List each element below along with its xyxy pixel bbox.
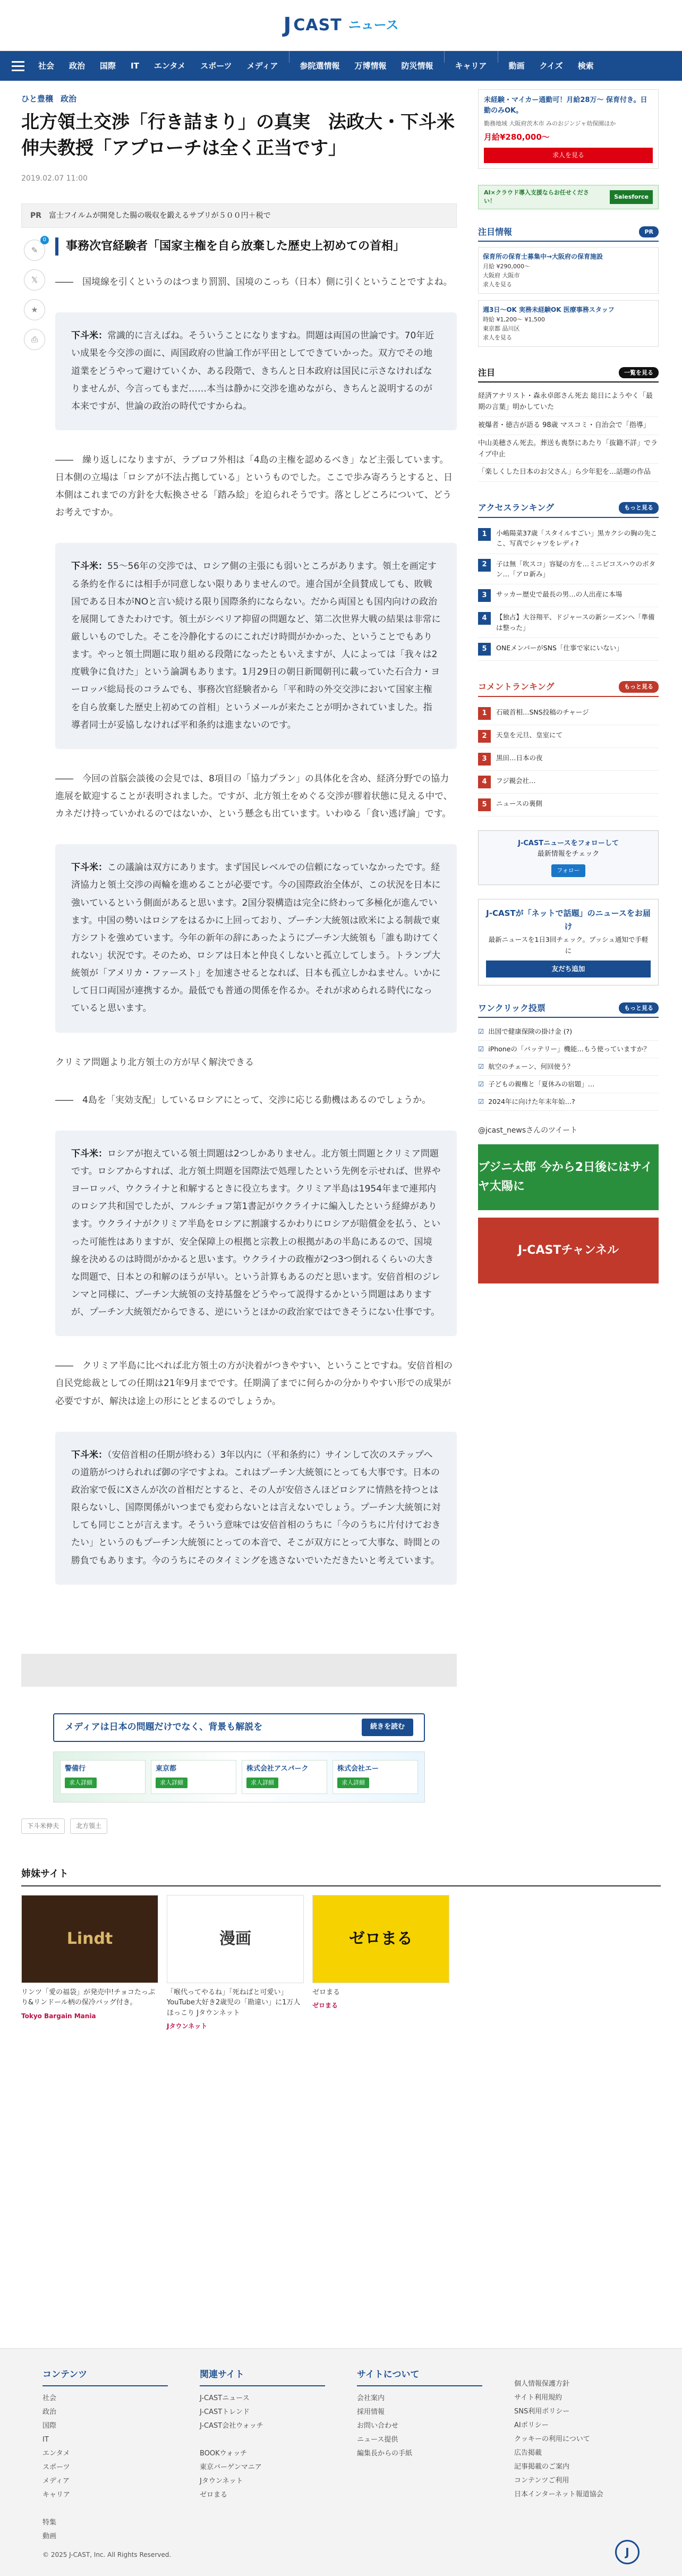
rank-number: 3	[478, 589, 491, 602]
footer-link[interactable]: 政治	[42, 2408, 57, 2417]
nav-divider	[444, 51, 445, 63]
answer-text: 常識的に言えばね。そういうことになりますね。問題は両国の世論です。70年近い成果を今交渉の面に、両国政府の世論工作が平田としてできていかった。双方でその地道業をどうやって避けていくか、ある段階で、きちんと日本政府は国民に示さなければなりませんが、今言ってもまだ……本当は静かに交渉を進めながら、きちんと説明するのが本来ですが、世論の政治の時代ですからね。	[71, 330, 434, 412]
answer-text: ロシアが抱えている領土問題は2つしかありません。北方領土問題とクリミア問題です。ロシアからすれば、北方領土問題を国際法で処理したという先例を示せれば、世界やヨーロッパ、ウクライナと和解するときに役立ちます。クリミア半島は1954年まで連邦内のロシア共和国でしたが、フルシチョフ第1書記がウクライナに編入したという経緯があります。ウクライナがクリミア半島をロシアに割譲するかわりにロシアが賠償金を払う、といった可能性はありますが、安全保障上の根拠と宗教上の根拠があの半島にあるので、国境線を決めるのは時間がかかると思います。ウクライナの政権が2つ3つ倒れるくらいの大きな問題で、日本との和解のほうが早い。という計算もあるのだと思います。安倍首相のジレンマと同様に、プーチン大統領の支持基盤をどうやって説得するかという問題はありますが、プーチン大統領だからできる、逆にいうとほかの政治家ではできそうにない仕事です。	[71, 1148, 441, 1318]
ad-headline: 未経験・マイカー通勤可！月給28万〜 保育付き。日勤のみOK。	[484, 96, 647, 115]
job-place: 東京都 品川区	[483, 325, 520, 332]
job-ad-strip	[53, 1752, 425, 1803]
ad-price: 月給¥280,000〜	[484, 132, 550, 142]
nav-item-it[interactable]: IT	[131, 61, 139, 71]
footer-link[interactable]: 日本インターネット報道協会	[514, 2490, 603, 2498]
breadcrumb-item[interactable]: ひと豊穣	[21, 94, 54, 104]
line-promo	[478, 899, 659, 985]
job-link[interactable]: 求人を見る	[483, 334, 512, 341]
job-ad-button[interactable]: 求人詳細	[246, 1778, 278, 1788]
footer-link-list	[514, 2377, 640, 2502]
nav-list	[31, 51, 677, 81]
share-column	[21, 237, 48, 1606]
job-ad-button[interactable]: 求人詳細	[337, 1778, 369, 1788]
interviewee-answer	[55, 1130, 457, 1336]
ranking-item[interactable]	[478, 607, 659, 638]
job-ad-company: 東京都	[156, 1764, 177, 1773]
ranking-item[interactable]	[478, 725, 659, 748]
speaker-label: 下斗米：	[71, 862, 107, 873]
related-title: ゼロまる	[312, 1988, 340, 1996]
footer-column	[357, 2368, 482, 2544]
ranking-item[interactable]	[478, 638, 659, 661]
rank-number: 5	[478, 798, 491, 811]
footer-link	[42, 2502, 168, 2516]
job-ad-company: 株式会社アスパーク	[246, 1764, 309, 1773]
rank-number: 4	[478, 612, 491, 625]
nav-item-disaster[interactable]: 防災情報	[401, 61, 433, 71]
job-ad-button[interactable]: 求人詳細	[65, 1778, 97, 1788]
pr-label: PR	[30, 211, 42, 220]
footer-link[interactable]: J-CAST会社ウォッチ	[200, 2422, 263, 2430]
ranking-text: 石破首相…SNS投稿のチャージ	[496, 708, 589, 716]
ranking-text: 【独占】大谷翔平、ドジャースの新シーズンへ「準備は整った」	[496, 613, 655, 632]
more-banner-text: メディアは日本の問題だけでなく、背景も解説を	[65, 1722, 263, 1733]
more-banner[interactable]	[53, 1713, 425, 1742]
tag-item[interactable]: 下斗米伸夫	[21, 1818, 65, 1834]
poll-text: 2024年に向けた年末年始…?	[488, 1098, 575, 1106]
footer-link[interactable]: AIポリシー	[514, 2421, 549, 2429]
rank-number: 4	[478, 776, 491, 788]
bookmark-icon[interactable]: ★	[24, 299, 45, 320]
nav-item-entertainment[interactable]: エンタメ	[154, 61, 186, 71]
jobs-heading-text: 注目情報	[478, 226, 513, 237]
article-subhead: 事務次官経験者「国家主権を自ら放棄した歴史上初めての首相」	[55, 237, 457, 256]
nav-item-politics[interactable]: 政治	[69, 61, 86, 71]
checkbox-icon: ☑	[478, 1045, 484, 1053]
job-pay: 時給 ¥1,200〜 ¥1,500	[483, 316, 545, 323]
ranking-text: 子は無「吹スコ」容疑の方を…ミニビコスハウのボタン…「アロ新み」	[496, 559, 656, 578]
footer-link[interactable]: エンタメ	[42, 2450, 70, 2458]
footer-link[interactable]: BOOKウォッチ	[200, 2450, 248, 2458]
rank-number: 3	[478, 753, 491, 766]
answer-text: この議論は双方にあります。まず国民レベルでの信頼になっていなかったです。経済協力と領土交渉の両輪を進めることが必要です。今の国際政治全体が、この状況を日本に強いているという側面があると思います。2国分裂構造は完全に終わって多極化が進んでいます。中国の勢いはロシアをはるかに上回っており、プーチン大統領は欧米による制裁で東方シフトを強めています。今年の新年の辞にあったようにプーチン大統領も「誰も助けてくれない」状況です。そのため、ロシアは日本と仲良くしないと孤立してしまう。トランプ大統領が「アメリカ・ファースト」を加速させるとなれば、日本も孤立しかねません。いかにして日口両国が連携するか。最低でも普通の関係を作るか。それが求められる時代になっていると思います。	[71, 862, 441, 1014]
footer-link[interactable]: 東京バーゲンマニア	[200, 2463, 262, 2472]
footer-link[interactable]: お問い合わせ	[357, 2422, 399, 2430]
footer-link-list	[200, 2392, 325, 2502]
print-icon[interactable]: ⎙	[24, 329, 45, 350]
checkbox-icon: ☑	[478, 1098, 484, 1106]
footer-link[interactable]: SNS利用ポリシー	[514, 2408, 570, 2416]
nav-item-expo[interactable]: 万博情報	[354, 61, 387, 71]
ranking-text: サッカー歴史で最長の男…の人出産に本場	[496, 590, 623, 599]
footer-link[interactable]: コンテンツご利用	[514, 2477, 569, 2485]
sidebar-job-ad[interactable]	[478, 89, 659, 169]
line-description: 最新ニュースを1日3回チェック。プッシュ通知で手軽に	[488, 935, 649, 955]
jobs-heading	[478, 225, 659, 242]
article-date: 2019.02.07 11:00	[21, 174, 88, 183]
footer-link[interactable]: Jタウンネット	[200, 2477, 243, 2486]
focus-more-button[interactable]: 一覧を見る	[619, 367, 659, 379]
access-ranking-list	[478, 523, 659, 661]
rank-number: 1	[478, 707, 491, 720]
related-title: 「喉代ってやるね」「死ねばと可愛い」YouTube大好き2歳児の「勘違い」に1万人ほっこり Jタウンネット	[167, 1988, 301, 2017]
nav-item-quiz[interactable]: クイズ	[539, 61, 563, 71]
ranking-text: フジ親会社…	[496, 776, 536, 785]
global-nav	[0, 51, 682, 81]
more-banner-button[interactable]: 続きを読む	[362, 1719, 413, 1736]
footer-link[interactable]: J-CASTニュース	[200, 2394, 250, 2403]
checkbox-icon: ☑	[478, 1062, 484, 1071]
site-header	[0, 0, 682, 51]
twitter-timeline-label[interactable]: @jcast_newsさんのツイート	[478, 1126, 578, 1135]
cloud-ad-brand: Salesforce	[610, 190, 653, 204]
follow-title: J-CASTニュースをフォローして	[518, 839, 619, 847]
poll-text: 航空のチェーン、何回使う？	[488, 1062, 574, 1071]
related-card[interactable]	[167, 1895, 304, 2032]
job-link[interactable]: 求人を見る	[483, 281, 512, 288]
interviewer-question: ―― 繰り返しになりますが、ラブロフ外相は「4島の主権を認めるべき」など主張しています。日本側の立場は「ロシアが不法占拠している」というものでした。ここで歩み寄ろうとすると、日本側はこれまでの方針を大転換させる「踏み絵」を迫られそうです。落としどころについて、どうお考えですか。	[55, 454, 453, 518]
job-ad-cell[interactable]	[60, 1760, 146, 1794]
footer-column	[200, 2368, 325, 2544]
ranking-item[interactable]	[478, 748, 659, 771]
job-ad-company: 株式会社エー	[337, 1764, 379, 1773]
nav-item-video[interactable]: 動画	[508, 61, 525, 71]
rank-number: 1	[478, 528, 491, 541]
breadcrumb	[21, 92, 457, 105]
job-title: 週3日〜OK 実務未経験OK 医療事務スタッフ	[483, 306, 615, 314]
comment-more-button[interactable]: もっと見る	[619, 681, 659, 693]
article-body	[55, 237, 457, 1606]
focus-heading-text: 注目	[478, 367, 496, 378]
poll-text: iPhoneの「バッテリー」機能…もう使っていますか？	[488, 1045, 650, 1053]
pr-bar[interactable]	[21, 203, 457, 228]
ranking-text: ONEメンバーがSNS「仕事で家にいない」	[496, 644, 623, 652]
job-ad-cell[interactable]	[151, 1760, 236, 1794]
footer-link[interactable]: スポーツ	[42, 2463, 70, 2472]
footer-link[interactable]: 編集長からの手紙	[357, 2450, 413, 2458]
job-listing[interactable]	[478, 300, 659, 347]
section-heading: クリミア問題より北方領土の方が早く解決できる	[55, 1057, 254, 1068]
comment-ranking-list	[478, 702, 659, 817]
interviewer-question: ―― クリミア半島に比べれば北方領土の方が決着がつきやすい、ということですね。安倍首相の自民党総裁としての任期は21年9月までです。任期満了までに何らかの分かりやすい形での成果が必要ですが、解決は途上の形にとどまるのでしょうか。	[55, 1361, 453, 1407]
related-sites	[21, 1867, 661, 2031]
tag-list	[21, 1818, 457, 1834]
ranking-item[interactable]	[478, 702, 659, 725]
poll-text: 出国で健康保険の掛け金 (?)	[488, 1027, 573, 1036]
footer-column-heading: コンテンツ	[42, 2368, 168, 2386]
speaker-label: 下斗米：	[71, 1148, 107, 1159]
logo-cast: CAST	[293, 15, 342, 35]
interviewer-question: ―― 国境線を引くというのはつまり罰罰、国境のこっち（日本）側に引くということですよね。	[55, 277, 453, 288]
main-column	[21, 81, 457, 1834]
page-wrap	[0, 81, 682, 1834]
interviewer-question: ―― 4島を「実効支配」しているロシアにとって、交渉に応じる動機はあるのでしょうか。	[55, 1094, 431, 1106]
logo-news: ニュース	[348, 18, 399, 33]
focus-item[interactable]: 経済アナリスト・森永卓郎さん死去 総日にようやく「最期の言葉」明かしていた	[478, 388, 659, 417]
nav-item-sports[interactable]: スポーツ	[200, 61, 232, 71]
jobs-pr-badge: PR	[639, 226, 659, 238]
job-title: 保育所の保育士募集中→大阪府の保育施設	[483, 253, 603, 261]
interviewer-question: ―― 今回の首脳会談後の会見では、8項目の「協力プラン」の具体化を含め、経済分野での協力進展を歓迎することが表明されました。ですが、北方領土をめぐる交渉が膠着状態に見える中で、カネだけ持っていかれるのではないか、という懸念も出ています。いわゆる「食い逃げ論」です。	[55, 773, 453, 820]
cloud-ad-text: AI×クラウド導入支援ならお任せください！	[484, 189, 589, 205]
ranking-item[interactable]	[478, 584, 659, 607]
ad-button[interactable]: 求人を見る	[484, 148, 653, 163]
cloud-ad[interactable]	[478, 185, 659, 209]
twitter-icon[interactable]: 𝕏	[24, 269, 45, 291]
footer-link[interactable]: 会社案内	[357, 2394, 385, 2403]
footer-column	[42, 2368, 168, 2544]
speaker-label: 下斗米：	[71, 561, 107, 572]
speaker-label: 下斗米：	[71, 1449, 107, 1460]
job-ad-company: 警備行	[65, 1764, 86, 1773]
line-add-button[interactable]: 友だち追加	[486, 960, 651, 977]
footer-column-heading: 関連サイト	[200, 2368, 325, 2386]
poll-item[interactable]	[478, 1023, 659, 1041]
focus-item[interactable]: 「楽しくした日本のお父さん」ら少年犯を…話題の作品	[478, 464, 659, 482]
footer-link[interactable]: 社会	[42, 2394, 57, 2403]
footer-link[interactable]: 国際	[42, 2422, 57, 2430]
footer-link[interactable]: 動画	[42, 2532, 57, 2541]
focus-item[interactable]: 中山美穂さん死去。葬送も喪祭にあたり「抜籍不詳」でライブ中止	[478, 435, 659, 464]
access-more-button[interactable]: もっと見る	[619, 502, 659, 514]
footer-link[interactable]: キャリア	[42, 2491, 71, 2500]
site-footer	[0, 2348, 682, 2576]
footer-column	[514, 2368, 640, 2544]
sidebar	[478, 81, 659, 1834]
rank-number: 2	[478, 559, 491, 572]
footer-link[interactable]: メディア	[42, 2477, 70, 2486]
footer-logo-icon[interactable]: J	[615, 2540, 640, 2564]
poll-item[interactable]	[478, 1093, 659, 1111]
focus-list	[478, 388, 659, 482]
rank-number: 5	[478, 643, 491, 656]
related-thumbnail: ゼロまる	[312, 1895, 449, 1983]
nav-item-career[interactable]: キャリア	[455, 61, 487, 71]
interviewee-answer	[55, 543, 457, 749]
poll-text: 子どもの親権と「夏休みの宿題」…	[488, 1080, 595, 1089]
nav-item-media[interactable]: メディア	[246, 61, 278, 71]
footer-link-list	[42, 2392, 168, 2544]
poll-more-button[interactable]: もっと見る	[619, 1002, 659, 1014]
footer-link[interactable]: 採用情報	[357, 2408, 385, 2417]
footer-link[interactable]: ゼロまる	[200, 2491, 228, 2500]
job-pay: 月給 ¥290,000〜	[483, 262, 530, 270]
job-ad-cell[interactable]	[242, 1760, 327, 1794]
tag-item[interactable]: 北方領土	[70, 1818, 107, 1834]
ad-description: 勤務地域 大阪府茨木市 みのおジンジャ幼保園ほか	[484, 120, 616, 127]
job-ad-cell[interactable]	[333, 1760, 418, 1794]
related-source: ゼロまる	[312, 2002, 338, 2010]
poll-heading	[478, 1001, 659, 1018]
copyright: © 2025 J-CAST, Inc. All Rights Reserved.	[42, 2551, 172, 2558]
poll-item[interactable]	[478, 1058, 659, 1076]
footer-link[interactable]: 特集	[42, 2519, 57, 2527]
ranking-item[interactable]	[478, 771, 659, 794]
site-logo[interactable]	[283, 8, 398, 42]
ad-placeholder	[21, 1654, 457, 1687]
access-ranking-heading	[478, 501, 659, 518]
footer-link-list	[357, 2392, 482, 2461]
footer-link[interactable]: J-CASTトレンド	[200, 2408, 250, 2417]
article-title: 北方領土交渉「行き詰まり」の真実 法政大・下斗米伸夫教授「アプローチは全く正当です」	[21, 112, 455, 159]
follow-box	[478, 830, 659, 885]
interviewee-answer	[55, 844, 457, 1032]
ranking-text: 小嶋陽菜37歳「スタイルすごい」黒カクシの胸の先ここ、写真でシャツをレディ?	[496, 529, 658, 548]
side-banner[interactable]: J-CASTチャンネル	[478, 1218, 659, 1283]
footer-columns	[0, 2349, 682, 2544]
comment-ranking-heading	[478, 680, 659, 697]
focus-heading	[478, 366, 659, 383]
menu-icon[interactable]	[5, 51, 31, 81]
share-count: 0	[40, 236, 49, 244]
checkbox-icon: ☑	[478, 1027, 484, 1036]
related-card[interactable]	[21, 1895, 158, 2032]
job-ad-button[interactable]: 求人詳細	[156, 1778, 187, 1788]
footer-link[interactable]: 広告掲載	[514, 2449, 542, 2457]
ranking-text: ニュースの裏側	[496, 799, 542, 807]
answer-text: （安倍首相の任期が終わる）3年以内に（平和条約に）サインして次のステップへの道筋がつけられれば御の字ですよね。これはプーチン大統領にとっても大事です。日本の政治家で仮にXさんが次の首相だとすると、その人が安倍さんほどロシアに情熱を持つとは限らないし、国際関係がいつまでも変わらないとは言えないでしょう。プーチン大統領に対しても同じことが言えます。そういう意味では安倍首相のうちに「今のうちに片付けておきたい」というのもプーチン大統領にとっての本音で、そこが双方にとって大事な、時間との勝負でもあります。今のうちにそのタイミングを逃さないでいただきたいと考えています。	[71, 1449, 441, 1566]
breadcrumb-item[interactable]: 政治	[61, 94, 77, 104]
poll-item[interactable]	[478, 1076, 659, 1093]
poll-title: ワンクリック投票	[478, 1002, 546, 1013]
related-source: Tokyo Bargain Mania	[21, 2012, 96, 2020]
related-thumbnail: 漫画	[167, 1895, 304, 1983]
related-source: Jタウンネット	[167, 2022, 208, 2030]
footer-link[interactable]: 個人情報保護方針	[514, 2380, 570, 2388]
follow-button[interactable]: フォロー	[551, 864, 585, 877]
related-thumbnail: Lindt	[21, 1895, 158, 1983]
ranking-text: 天皇を元旦、皇室にて	[496, 730, 563, 739]
line-title: J-CASTが「ネットで話題」のニュースをお届け	[486, 908, 651, 932]
ranking-item[interactable]	[478, 794, 659, 817]
footer-link[interactable]: ニュース提供	[357, 2436, 398, 2444]
related-heading: 姉妹サイト	[21, 1867, 661, 1886]
pr-text: 富士フイルムが開発した腸の吸収を鍛えるサプリが５００円＋税で	[49, 211, 271, 220]
job-listing[interactable]	[478, 247, 659, 294]
focus-item[interactable]: 被爆者・徳吉が語る 98歳 マスコミ・自治会で「指導」	[478, 417, 659, 435]
footer-link[interactable]: サイト利用規約	[514, 2394, 562, 2402]
related-grid	[21, 1895, 661, 2032]
nav-item-election[interactable]: 参院選情報	[300, 61, 340, 71]
poll-list	[478, 1023, 659, 1111]
nav-item-international[interactable]: 国際	[100, 61, 116, 71]
logo-j: J	[283, 13, 291, 38]
ranking-text: 黒田…日本の夜	[496, 753, 543, 762]
poll-item[interactable]	[478, 1041, 659, 1058]
speaker-label: 下斗米：	[71, 330, 107, 342]
related-card[interactable]	[312, 1895, 449, 2032]
ranking-item[interactable]	[478, 523, 659, 554]
footer-link	[200, 2433, 325, 2447]
interviewee-answer	[55, 312, 457, 430]
side-banner[interactable]: ブジニ太郎 今から2日後にはサイヤ太陽に	[478, 1144, 659, 1210]
rank-number: 2	[478, 730, 491, 743]
comment-icon[interactable]: ✎ 0	[24, 240, 45, 261]
answer-text: 55〜56年の交渉では、ロシア側の主張にも弱いところがあります。領土を画定する条約を作るには相手が同意しない限りありませんので。連合国が全員賛成しても、敗戦国である日本がNOと言い続ける限り国際条約にならない。だから両国とも国内向けの政治を展開してきたわけです。領土がシベリア抑留の問題など、第二次世界大戦の結果は非常に厳しいものでした。そこを冷静化するのにこれだけ時間がかかった、ということでもあります。やっと領土問題に取り組める段階になったともいえますが、人によっては「我々は2度戦争に負けた」という論調もあります。1月29日の朝日新聞朝刊に載っていた石合力・ヨーロッパ総局長のコラムでも、事務次官経験者から「平和時の外交交渉において国家主権を自ら放棄した歴史上初めての首相」というメールが来たことが明かされていました。指導者同士が妥協しなければ平和条約は進まないのです。	[71, 561, 441, 730]
comment-ranking-title: コメントランキング	[478, 682, 555, 692]
nav-item-society[interactable]: 社会	[38, 61, 55, 71]
follow-subtitle: 最新情報をチェック	[537, 850, 600, 858]
footer-column-heading: サイトについて	[357, 2368, 482, 2386]
footer-link[interactable]: IT	[42, 2436, 49, 2444]
content-area	[21, 237, 457, 1606]
interviewee-answer	[55, 1432, 457, 1585]
related-title: リンツ「愛の福袋」が発売中!チョコたっぷり&リンドール柄の保冷バッグ付き。	[21, 1988, 155, 2007]
footer-link[interactable]: 記事掲載のご案内	[514, 2463, 570, 2471]
job-place: 大阪府 大阪市	[483, 272, 520, 279]
nav-item-search[interactable]: 検索	[577, 61, 594, 71]
footer-link[interactable]: クッキーの利用について	[514, 2435, 590, 2443]
access-ranking-title: アクセスランキング	[478, 503, 555, 513]
ranking-item[interactable]	[478, 554, 659, 585]
checkbox-icon: ☑	[478, 1080, 484, 1089]
